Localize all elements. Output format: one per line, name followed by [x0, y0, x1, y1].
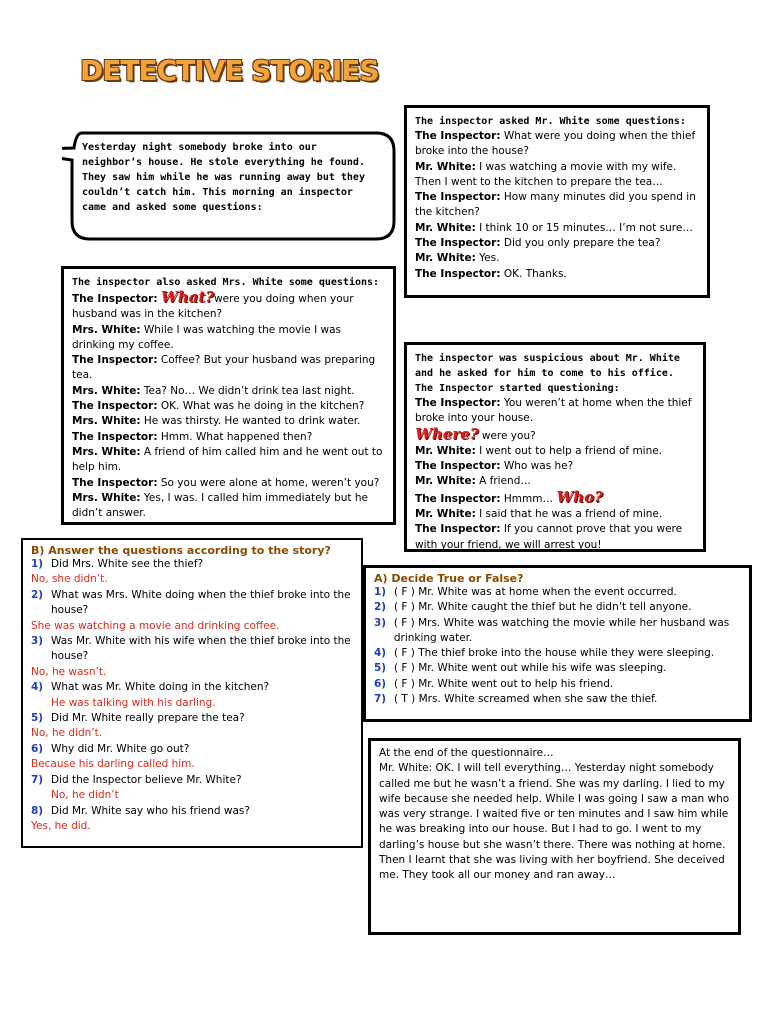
- mrs-box-dialogue: [72, 290, 385, 521]
- speaker: Mr. White:: [415, 252, 476, 265]
- speaker: The Inspector:: [415, 191, 501, 204]
- mrs-white-questions-box: [61, 266, 396, 525]
- tf-item: [374, 661, 741, 676]
- item-number: 4): [374, 647, 387, 660]
- office-box-dialogue: [415, 396, 695, 553]
- dialogue-text: He was thirsty. He wanted to drink water.: [143, 415, 361, 428]
- dialogue-text: Who was he?: [503, 460, 574, 473]
- tf-item: [374, 585, 741, 600]
- question-number: 5): [31, 712, 44, 725]
- office-box-heading: The inspector was suspicious about Mr. White and he asked for him to come to his office. The Inspector started questioning:: [415, 353, 680, 394]
- speaker: Mrs. White:: [72, 415, 141, 428]
- ending-text: Mr. White: OK. I will tell everything… Yesterday night somebody called me but he wasn’t a friend. She was my darling. I lied to my wife because she needed help. While I was going I saw a man who was very strange. I waited five or ten minutes and I saw him while he was breaking into our house. But I had to go. I went to my darling’s house but she wasn’t there. There was nothing at home. Then I learnt that she was living with her boyfriend. She deceived me. They took all our money and ran away…: [379, 762, 730, 882]
- item-number: 6): [374, 677, 387, 690]
- speaker: The Inspector:: [72, 354, 158, 367]
- dialogue-text: Coffee? But your husband was preparing tea.: [72, 354, 376, 382]
- mr-box-dialogue: [415, 129, 699, 282]
- speaker: Mrs. White:: [72, 323, 141, 336]
- question-text: Did Mrs. White see the thief?: [51, 558, 204, 570]
- question-number: 2): [31, 588, 44, 601]
- dialogue-text: were you?: [481, 429, 536, 442]
- question-number: 8): [31, 804, 44, 817]
- question-text: Did the Inspector believe Mr. White?: [51, 773, 242, 786]
- item-text: ( F ) Mr. White was at home when the event occurred.: [394, 586, 677, 598]
- dialogue-text: I was watching a movie with my wife. Then I went to the kitchen to prepare the tea…: [415, 160, 677, 188]
- dialogue-text: I went out to help a friend of mine.: [479, 444, 663, 457]
- speaker: The Inspector:: [415, 237, 501, 250]
- section-a-list: [374, 585, 741, 707]
- page-title: DETECTIVE STORIES: [80, 54, 379, 87]
- question-item: [31, 804, 353, 819]
- question-item: [31, 557, 353, 572]
- dialogue-text: You weren’t at home when the thief broke into your house.: [415, 397, 692, 425]
- office-questioning-box: [404, 342, 706, 552]
- dialogue-text: Tea? No… We didn’t drink tea last night.: [143, 384, 355, 397]
- speaker: Mr. White:: [415, 444, 476, 457]
- speaker: The Inspector:: [415, 460, 501, 473]
- section-b-answers-box: [21, 538, 363, 848]
- dialogue-text: OK. What was he doing in the kitchen?: [160, 400, 365, 413]
- section-a-true-false-box: [363, 565, 752, 722]
- question-item: [31, 773, 353, 788]
- speaker: Mr. White:: [415, 508, 476, 521]
- answer-text: Yes, he did.: [31, 819, 91, 832]
- item-text: ( F ) Mr. White went out to help his friend.: [394, 677, 614, 690]
- item-number: 3): [374, 616, 387, 629]
- dialogue-text: Yes, I was. I called him immediately but he didn’t answer.: [72, 491, 368, 520]
- tf-item: [374, 616, 741, 647]
- answer-text: Because his darling called him.: [31, 758, 195, 771]
- question-text: What was Mrs. White doing when the thief broke into the house?: [51, 588, 351, 617]
- speaker: The Inspector:: [415, 523, 501, 536]
- item-number: 2): [374, 601, 387, 614]
- answer-text: No, he didn’t.: [31, 727, 103, 740]
- dialogue-text: A friend of him called him and he went out to help him.: [72, 445, 383, 474]
- answer-text: She was watching a movie and drinking coffee.: [31, 619, 280, 632]
- tf-item: [374, 692, 741, 707]
- mr-white-questions-box: [404, 105, 710, 298]
- question-number: 1): [31, 558, 44, 570]
- question-item: [31, 634, 353, 665]
- speaker: Mrs. White:: [72, 491, 141, 504]
- question-text: Did Mr. White really prepare the tea?: [51, 712, 245, 725]
- speaker: Mrs. White:: [72, 384, 141, 397]
- dialogue-text: were you doing when your husband was in the kitchen?: [72, 293, 354, 321]
- speaker: The Inspector:: [415, 267, 501, 280]
- intro-speech-bubble: [62, 130, 396, 240]
- answer-text: No, he wasn’t.: [31, 665, 107, 678]
- dialogue-text: So you were alone at home, weren’t you?: [160, 476, 380, 489]
- mr-box-heading: The inspector asked Mr. White some questions:: [415, 116, 686, 127]
- dialogue-text: I think 10 or 15 minutes… I’m not sure…: [479, 221, 693, 234]
- answer-text: No, he didn’t: [51, 789, 119, 802]
- ending-story-box: [368, 738, 741, 935]
- dialogue-text: I said that he was a friend of mine.: [479, 508, 663, 521]
- tf-item: [374, 677, 741, 692]
- item-number: 5): [374, 662, 387, 675]
- item-text: ( F ) Mr. White caught the thief but he didn’t tell anyone.: [394, 601, 692, 614]
- speaker: Mrs. White:: [72, 445, 141, 458]
- item-number: 7): [374, 693, 387, 706]
- speaker: Mr. White:: [415, 160, 476, 173]
- ending-heading: At the end of the questionnaire…: [379, 747, 554, 759]
- section-b-list: [31, 557, 353, 834]
- question-text: Was Mr. White with his wife when the thief broke into the house?: [51, 635, 351, 663]
- question-number: 7): [31, 773, 44, 786]
- question-item: [31, 711, 353, 726]
- speaker: Mr. White:: [415, 475, 476, 488]
- speaker: The Inspector:: [72, 476, 158, 489]
- intro-text: Yesterday night somebody broke into our neighbor’s house. He stole everything he found. They saw him while he was running away but they couldn’t catch him. This morning an inspector came and asked some questions:: [82, 142, 365, 213]
- dialogue-text: If you cannot prove that you were with your friend, we will arrest you!: [415, 523, 683, 551]
- dialogue-text: While I was watching the movie I was drinking my coffee.: [72, 323, 342, 351]
- answer-text: He was talking with his darling.: [51, 696, 216, 709]
- what-stamp: What?: [160, 288, 215, 306]
- question-number: 6): [31, 742, 44, 755]
- question-text: Why did Mr. White go out?: [51, 742, 190, 755]
- item-text: ( F ) Mrs. White was watching the movie while her husband was drinking water.: [393, 616, 730, 644]
- dialogue-text: How many minutes did you spend in the kitchen?: [415, 191, 696, 219]
- who-stamp: Who?: [556, 487, 603, 506]
- question-item: [31, 742, 353, 757]
- dialogue-text: What were you doing when the thief broke into the house?: [415, 130, 696, 158]
- dialogue-text: A friend…: [479, 475, 531, 488]
- dialogue-text: Yes.: [479, 252, 500, 265]
- mrs-box-heading: The inspector also asked Mrs. White some questions:: [72, 277, 380, 288]
- speaker: The Inspector:: [72, 293, 158, 305]
- dialogue-text: Did you only prepare the tea?: [503, 237, 661, 250]
- question-number: 4): [31, 681, 44, 694]
- speaker: Mr. White:: [415, 221, 476, 234]
- dialogue-text: Hmm. What happened then?: [160, 430, 313, 443]
- speaker: The Inspector:: [415, 397, 501, 409]
- question-text: What was Mr. White doing in the kitchen?: [51, 681, 270, 694]
- tf-item: [374, 646, 741, 661]
- dialogue-text: OK. Thanks.: [503, 267, 567, 280]
- question-item: [31, 588, 353, 619]
- question-text: Did Mr. White say who his friend was?: [51, 804, 250, 817]
- speaker: The Inspector:: [415, 130, 501, 142]
- item-text: ( T ) Mrs. White screamed when she saw the thief.: [394, 693, 658, 706]
- tf-item: [374, 600, 741, 615]
- item-text: ( F ) Mr. White went out while his wife was sleeping.: [394, 662, 667, 675]
- item-text: ( F ) The thief broke into the house while they were sleeping.: [394, 647, 715, 660]
- question-number: 3): [31, 635, 44, 648]
- question-item: [31, 680, 353, 695]
- speaker: The Inspector:: [415, 492, 501, 505]
- section-b-heading: B) Answer the questions according to the story?: [31, 544, 331, 557]
- where-stamp: Where?: [415, 424, 479, 443]
- answer-text: No, she didn’t.: [31, 573, 108, 586]
- speaker: The Inspector:: [72, 430, 158, 443]
- dialogue-text: Hmmm…: [503, 492, 553, 505]
- item-number: 1): [374, 586, 387, 598]
- speaker: The Inspector:: [72, 400, 158, 413]
- section-a-heading: A) Decide True or False?: [374, 572, 524, 585]
